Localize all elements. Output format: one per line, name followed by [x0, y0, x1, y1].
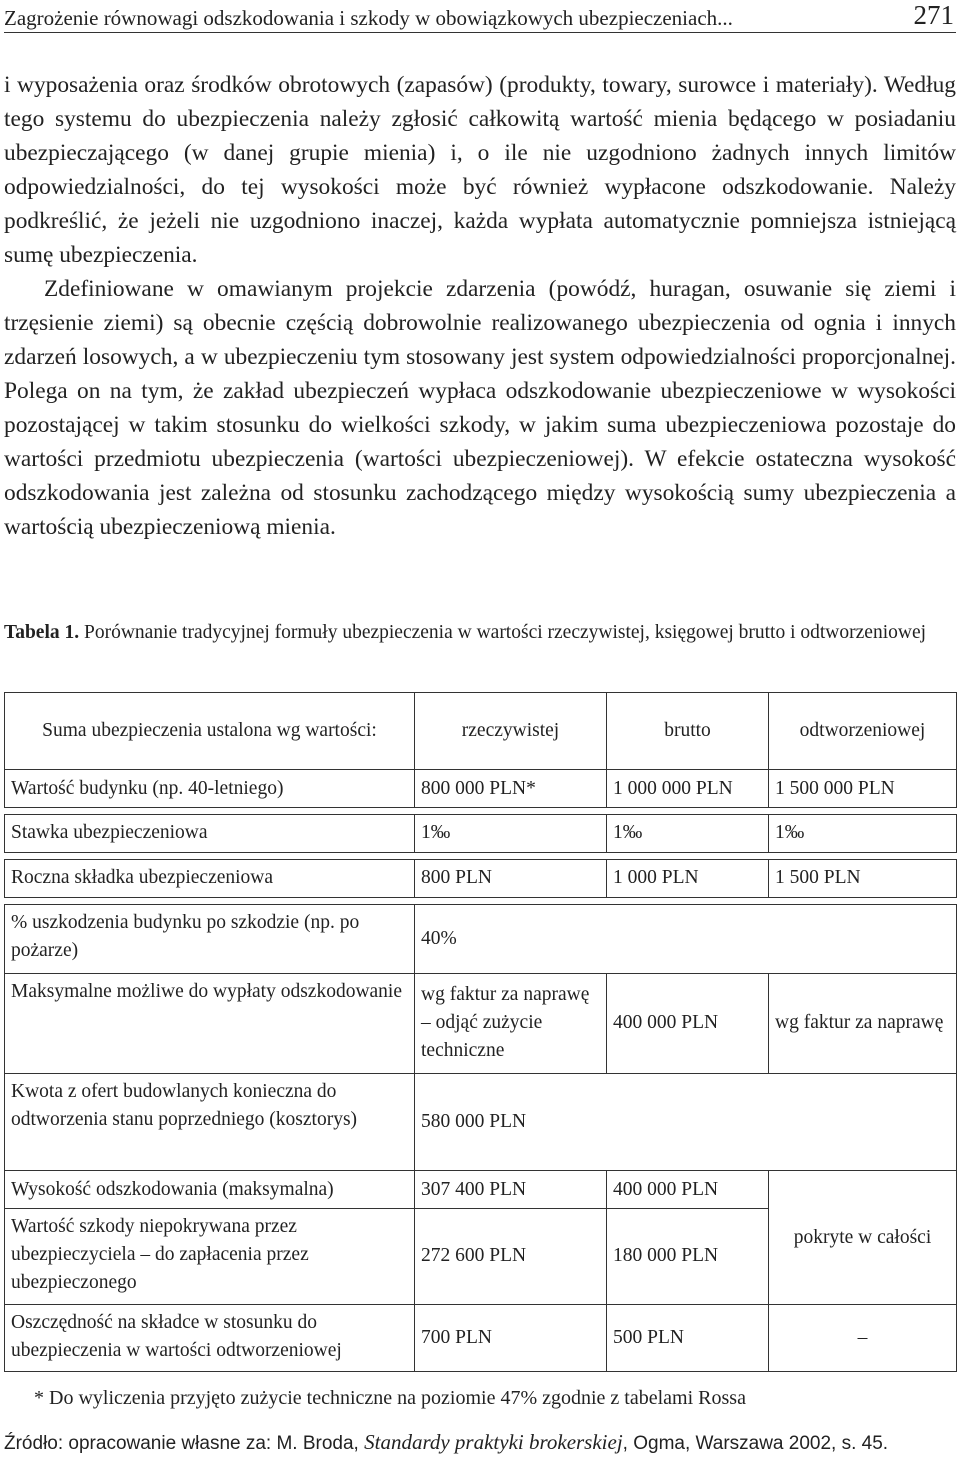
- source-note: [4, 1428, 956, 1458]
- table-cell: 1‰: [769, 815, 957, 853]
- table-row: [5, 1304, 957, 1371]
- table-caption-label: Tabela 1.: [4, 622, 80, 643]
- table-cell: 1‰: [415, 815, 607, 853]
- table-cell: 1 500 000 PLN: [769, 770, 957, 808]
- row-label: Wartość budynku (np. 40-letniego): [5, 770, 415, 808]
- paragraph: Zdefiniowane w omawianym projekcie zdarzenia (powódź, huragan, osuwanie się ziemi i trzęsienie ziemi) są obecnie częścią dobrowolnie realizowanego ubezpieczenia od ognia i innych zdarzeń losowych, a w ubezpieczeniu tym stosowany jest system odpowiedzialności proporcjonalnej. Polega on na tym, że zakład ubezpieczeń wypłaca odszkodowanie ubezpieczeniowe w wysokości pozostającej w takim stosunku do wielkości szkody, w jakim suma ubezpieczeniowa pozostaje do wartości przedmiotu ubezpieczenia (wartości ubezpieczeniowej). W efekcie ostateczna wysokość odszkodowania jest zależna od stosunku zachodzącego między wysokością sumy ubezpieczenia a wartością ubezpieczeniową mienia.: [4, 276, 956, 540]
- comparison-table: [4, 692, 957, 1372]
- table-cell: 1 000 PLN: [607, 859, 769, 897]
- header-cell: brutto: [607, 693, 769, 770]
- running-title: Zagrożenie równowagi odszkodowania i szkody w obowiązkowych ubezpieczeniach...: [4, 6, 733, 30]
- table-cell: 700 PLN: [415, 1304, 607, 1371]
- table-row: [5, 770, 957, 808]
- table-cell: 1 000 000 PLN: [607, 770, 769, 808]
- row-label: Maksymalne możliwe do wypłaty odszkodowanie: [5, 973, 415, 1073]
- header-cell: Suma ubezpieczenia ustalona wg wartości:: [5, 693, 415, 770]
- table-cell: 307 400 PLN: [415, 1171, 607, 1209]
- table-cell: 500 PLN: [607, 1304, 769, 1371]
- header-cell: odtworzeniowej: [769, 693, 957, 770]
- row-label: Roczna składka ubezpieczeniowa: [5, 859, 415, 897]
- table-cell: 1‰: [607, 815, 769, 853]
- row-label: Kwota z ofert budowlanych konieczna do odtworzenia stanu poprzedniego (kosztorys): [5, 1073, 415, 1171]
- table-cell: 1 500 PLN: [769, 859, 957, 897]
- table-cell: 180 000 PLN: [607, 1209, 769, 1305]
- table-cell: 40%: [415, 904, 957, 973]
- row-gap: [5, 852, 957, 859]
- table-caption-text: Porównanie tradycyjnej formuły ubezpieczenia w wartości rzeczywistej, księgowej brutto i odtworzeniowej: [84, 622, 927, 643]
- running-header: [4, 2, 956, 33]
- table-row: [5, 859, 957, 897]
- table-row: [5, 1171, 957, 1209]
- page-number: 271: [913, 0, 954, 30]
- table-row: [5, 973, 957, 1073]
- header-cell: rzeczywistej: [415, 693, 607, 770]
- row-gap: [5, 897, 957, 904]
- row-gap: [5, 808, 957, 815]
- table-row: [5, 904, 957, 973]
- row-label: % uszkodzenia budynku po szkodzie (np. po pożarze): [5, 904, 415, 973]
- source-title: Standardy praktyki brokerskiej: [364, 1430, 623, 1454]
- paragraph: i wyposażenia oraz środków obrotowych (zapasów) (produkty, towary, surowce i materiały). Według tego systemu do ubezpieczenia należy zgłosić całkowitą wartość mienia będącego w posiadaniu ubezpieczającego (w danej grupie mienia) i, o ile nie uzgodniono żadnych innych limitów odpowiedzialności, do tej wysokości może być również wypłacone odszkodowanie. Należy podkreślić, że jeżeli nie uzgodniono inaczej, każda wypłata automatycznie pomniejsza istniejącą sumę ubezpieczenia.: [4, 72, 956, 268]
- body-text: [4, 68, 956, 544]
- table-cell: 400 000 PLN: [607, 973, 769, 1073]
- table-cell: wg faktur za naprawę: [769, 973, 957, 1073]
- table-footnote: * Do wyliczenia przyjęto zużycie techniczne na poziomie 47% zgodnie z tabelami Rossa: [34, 1387, 746, 1409]
- table-cell: 272 600 PLN: [415, 1209, 607, 1305]
- row-label: Wysokość odszkodowania (maksymalna): [5, 1171, 415, 1209]
- table-header-row: [5, 693, 957, 770]
- table-cell: pokryte w całości: [769, 1171, 957, 1304]
- table-cell: 400 000 PLN: [607, 1171, 769, 1209]
- table-cell: 800 PLN: [415, 859, 607, 897]
- table-row: [5, 815, 957, 853]
- table-cell: –: [769, 1304, 957, 1371]
- table-row: [5, 1073, 957, 1171]
- table-cell: 580 000 PLN: [415, 1073, 957, 1171]
- table-caption: [4, 618, 956, 647]
- row-label: Stawka ubezpieczeniowa: [5, 815, 415, 853]
- source-prefix: Źródło: opracowanie własne za: M. Broda,: [4, 1433, 365, 1454]
- table-cell: 800 000 PLN*: [415, 770, 607, 808]
- source-suffix: , Ogma, Warszawa 2002, s. 45.: [622, 1433, 889, 1454]
- table-cell: wg faktur za naprawę – odjąć zużycie techniczne: [415, 973, 607, 1073]
- row-label: Wartość szkody niepokrywana przez ubezpieczyciela – do zapłacenia przez ubezpieczonego: [5, 1209, 415, 1305]
- row-label: Oszczędność na składce w stosunku do ubezpieczenia w wartości odtworzeniowej: [5, 1304, 415, 1371]
